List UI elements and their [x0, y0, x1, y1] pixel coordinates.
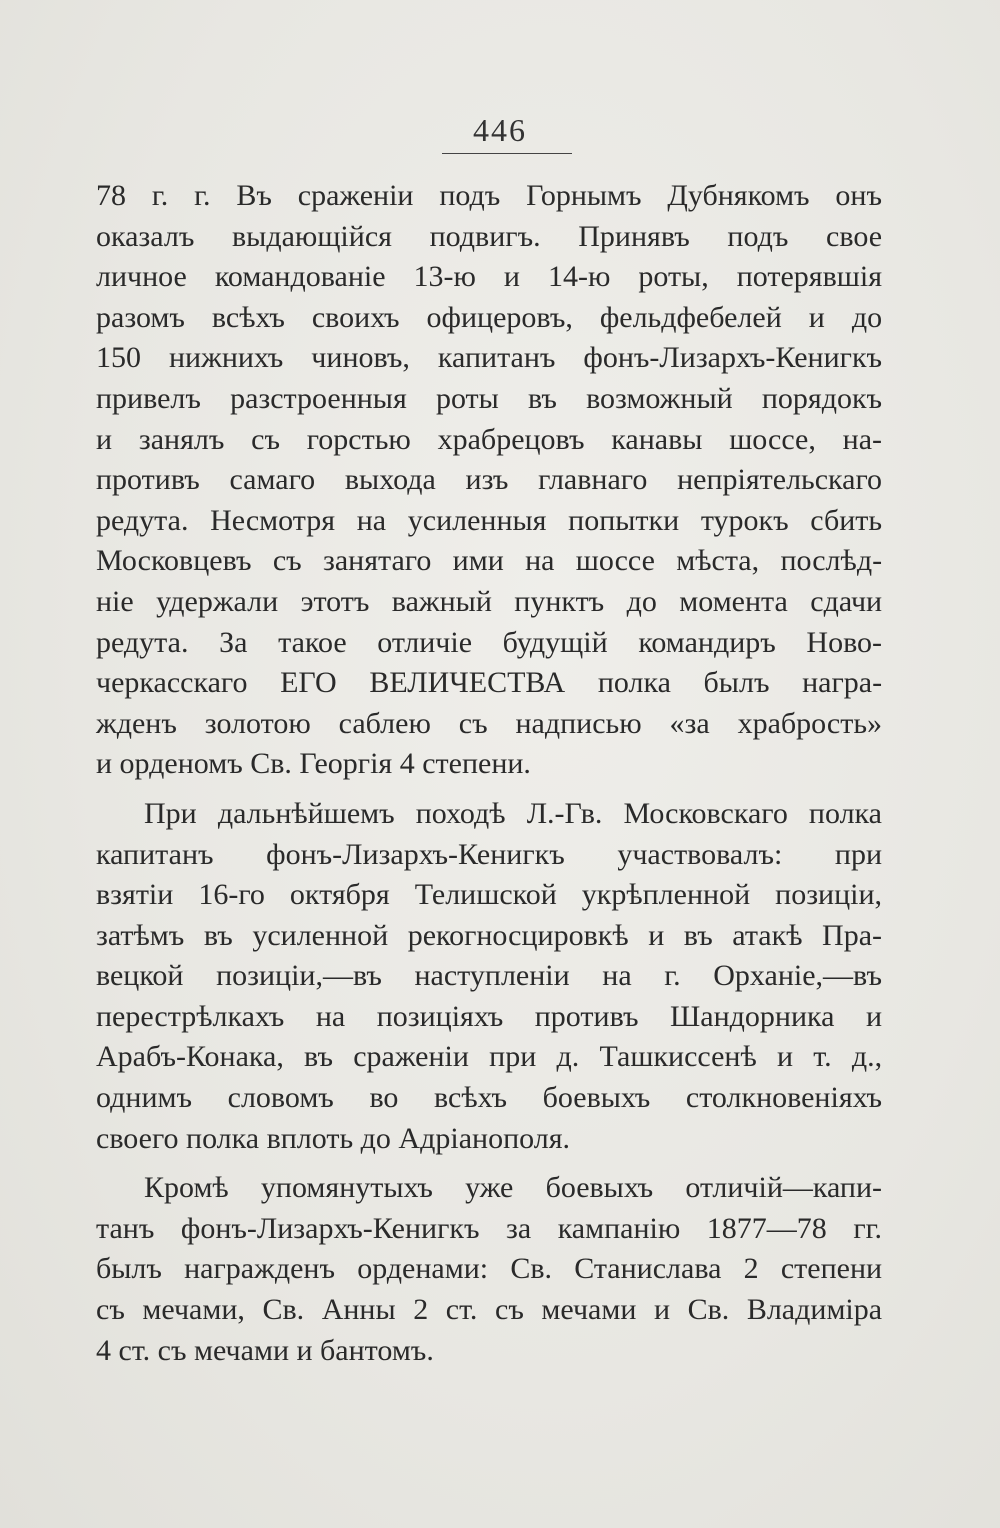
text-line: перестрѣлкахъ на позиціяхъ противъ Шандорника и — [96, 999, 883, 1033]
page-number: 446 — [473, 112, 527, 148]
text-line: былъ награжденъ орденами: Св. Станислава 2 степени — [96, 1252, 883, 1286]
text-line: разомъ всѣхъ своихъ офицеровъ, фельдфебелей и до — [96, 300, 883, 334]
text-line: При дальнѣйшемъ походѣ Л.-Гв. Московскаго полка — [144, 796, 882, 830]
text-line: взятіи 16-го октября Телишской укрѣпленной позиціи, — [96, 878, 883, 912]
text-line: вецкой позиціи,—въ наступленіи на г. Орханіе,—въ — [96, 959, 882, 993]
text-line: и занялъ съ горстью храбрецовъ канавы шоссе, на- — [96, 422, 883, 456]
text-line: черкасскаго ЕГО ВЕЛИЧЕСТВА полка былъ награ- — [96, 666, 883, 700]
text-line: редута. За такое отличіе будущій командиръ Ново- — [96, 625, 883, 659]
body-text — [96, 176, 882, 1371]
text-line: привелъ разстроенныя роты въ возможный порядокъ — [96, 381, 883, 415]
text-line: противъ самаго выхода изъ главнаго непріятельскаго — [96, 463, 883, 497]
text-line: Московцевъ съ занятаго ими на шоссе мѣста, послѣд- — [96, 544, 883, 578]
text-line: 150 нижнихъ чиновъ, капитанъ фонъ-Лизархъ-Кенигкъ — [96, 341, 883, 375]
text-line: 78 г. г. Въ сраженіи подъ Горнымъ Дубнякомъ онъ — [96, 179, 882, 212]
text-line: однимъ словомъ во всѣхъ боевыхъ столкновеніяхъ — [96, 1081, 882, 1115]
text-line: Арабъ-Конака, въ сраженіи при д. Ташкиссенѣ и т. д., — [96, 1040, 883, 1074]
page-number-rule — [442, 153, 572, 154]
text-line: танъ фонъ-Лизархъ-Кенигкъ за кампанію 1877—78 гг. — [96, 1211, 883, 1245]
paragraph-gap — [96, 785, 882, 794]
paragraph-gap — [96, 1159, 882, 1168]
text-line: жденъ золотою саблею съ надписью «за храбрость» — [96, 706, 883, 740]
text-line: личное командованіе 13-ю и 14-ю роты, потерявшія — [96, 260, 882, 294]
paragraph-3 — [96, 1168, 882, 1371]
text-line: редута. Несмотря на усиленныя попытки турокъ сбить — [96, 503, 883, 537]
paragraph-2 — [96, 794, 882, 1159]
text-line: Кромѣ упомянутыхъ уже боевыхъ отличій—капи- — [144, 1171, 883, 1205]
text-line: ніе удержали этотъ важный пунктъ до момента сдачи — [96, 584, 883, 618]
text-line: и орденомъ Св. Георгія 4 степени. — [96, 747, 531, 781]
text-line: капитанъ фонъ-Лизархъ-Кенигкъ участвовалъ: при — [96, 837, 883, 871]
text-line: затѣмъ въ усиленной рекогносцировкѣ и въ атакѣ Пра- — [96, 918, 883, 952]
paragraph-1 — [96, 176, 882, 785]
text-line: оказалъ выдающійся подвигъ. Принявъ подъ свое — [96, 219, 883, 253]
text-line: съ мечами, Св. Анны 2 ст. съ мечами и Св. Владиміра — [96, 1293, 883, 1327]
text-line: 4 ст. съ мечами и бантомъ. — [96, 1333, 434, 1367]
text-line: своего полка вплоть до Адріанополя. — [96, 1121, 570, 1155]
